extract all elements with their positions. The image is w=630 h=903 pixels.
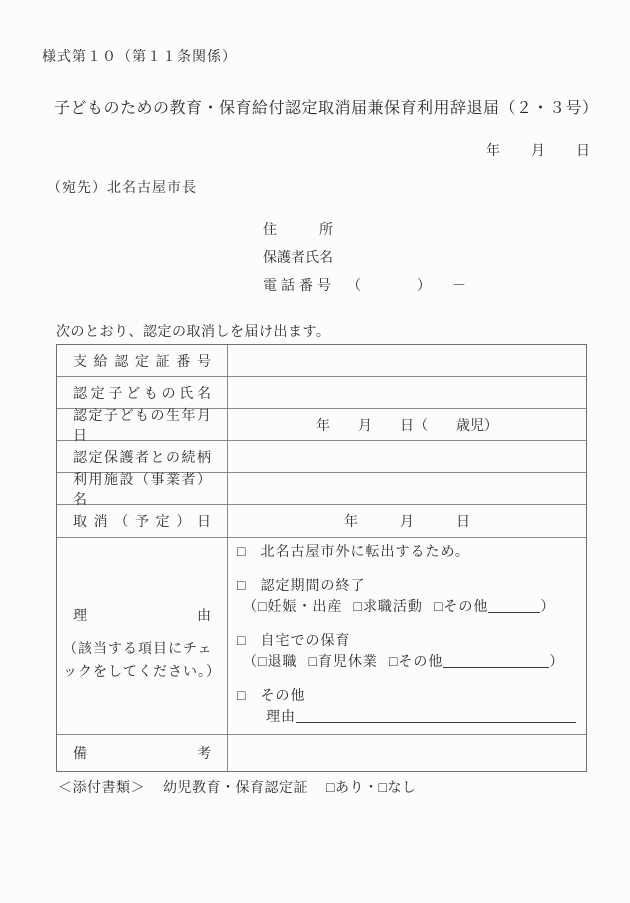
- cancellation-date-label: 取消（予定）日: [73, 515, 211, 530]
- relationship-field[interactable]: [228, 441, 586, 472]
- attachment-yes-label: あり: [334, 781, 364, 796]
- option-home-care: [237, 631, 578, 652]
- row-reason: [57, 538, 586, 735]
- home-other-label: その他: [398, 655, 444, 670]
- other-reason-fill-line[interactable]: [296, 708, 576, 723]
- reason-note: [63, 638, 221, 684]
- cancellation-table: [56, 344, 587, 772]
- form-number: 様式第１０（第１１条関係）: [42, 50, 237, 65]
- child-birthdate-label: 認定子どもの生年月日: [73, 408, 211, 444]
- pregnancy-label: 妊娠・出産: [267, 600, 343, 615]
- cancellation-date-label-cell: [57, 505, 228, 537]
- checkbox-home-other[interactable]: □: [388, 655, 399, 670]
- reason-options-cell: [228, 538, 586, 734]
- attachment-no-label: なし: [387, 781, 417, 796]
- option-other-sub: [266, 707, 578, 728]
- remarks-label-cell: [57, 735, 228, 771]
- checkbox-job-seeking[interactable]: □: [353, 600, 363, 615]
- childcare-leave-label: 育児休業: [317, 655, 378, 670]
- checkbox-home-care[interactable]: □: [237, 634, 247, 649]
- open-paren: （: [243, 600, 258, 615]
- address-row: [263, 221, 466, 249]
- reason-note-line-2: ックをしてください。）: [63, 664, 221, 680]
- checkbox-attachment-yes[interactable]: □: [326, 781, 335, 796]
- option-period-end: [237, 576, 578, 597]
- close-paren: ）: [549, 655, 565, 670]
- home-other-fill-line[interactable]: [443, 653, 549, 668]
- option-moving-out-label: 北名古屋市外に転出するため。: [260, 545, 470, 560]
- submission-date-field[interactable]: 年 月 日: [486, 144, 591, 159]
- checkbox-pregnancy[interactable]: □: [258, 600, 268, 615]
- relationship-label: 認定保護者との続柄: [73, 450, 211, 466]
- period-other-label: その他: [443, 600, 489, 615]
- job-seeking-label: 求職活動: [362, 600, 423, 615]
- child-name-field[interactable]: [228, 377, 586, 408]
- open-paren: （: [243, 655, 258, 670]
- certificate-number-field[interactable]: [228, 345, 586, 376]
- period-other-fill-line[interactable]: [488, 598, 540, 613]
- attachment-document-label: 幼児教育・保育認定証: [163, 781, 308, 796]
- checkbox-other[interactable]: □: [237, 689, 247, 704]
- phone-row: [263, 277, 466, 305]
- checkbox-attachment-no[interactable]: □: [378, 781, 388, 796]
- row-facility-name: [57, 472, 586, 508]
- option-home-care-sub: [243, 652, 578, 673]
- child-birthdate-field[interactable]: 年 月 日（ 歳児）: [316, 418, 498, 434]
- remarks-field[interactable]: [228, 735, 586, 771]
- option-other-label: その他: [260, 689, 306, 704]
- guardian-row: [263, 249, 466, 277]
- option-period-end-label: 認定期間の終了: [260, 579, 366, 594]
- row-child-birthdate: [57, 408, 586, 444]
- facility-name-field[interactable]: [228, 473, 586, 504]
- cancellation-date-field[interactable]: 年 月 日: [344, 515, 470, 530]
- phone-label: 電話番号: [263, 279, 335, 294]
- remarks-label: 備考: [73, 747, 211, 762]
- reason-label-cell: [57, 538, 228, 734]
- checkbox-childcare-leave[interactable]: □: [308, 655, 318, 670]
- guardian-name-label: 保護者氏名: [263, 251, 333, 266]
- reason-label: 理由: [73, 608, 211, 624]
- row-cancellation-date: [57, 505, 586, 538]
- option-home-care-label: 自宅での保育: [260, 634, 351, 649]
- reason-note-line-1: （該当する項目にチェ: [63, 641, 213, 657]
- attachment-prefix: ＜添付書類＞: [58, 781, 145, 796]
- option-moving-out: [237, 542, 578, 563]
- child-name-label: 認定子どもの氏名: [73, 386, 211, 402]
- phone-field[interactable]: （ ） －: [347, 279, 466, 294]
- row-remarks: [57, 735, 586, 771]
- child-name-label-cell: [57, 377, 228, 408]
- checkbox-moving-out[interactable]: □: [237, 545, 247, 560]
- certificate-number-label: 支給認定証番号: [73, 354, 211, 370]
- resignation-label: 退職: [267, 655, 298, 670]
- attachment-separator: ・: [363, 781, 379, 796]
- checkbox-period-end[interactable]: □: [237, 579, 247, 594]
- facility-name-label: 利用施設（事業者）名: [73, 472, 211, 508]
- relationship-label-cell: [57, 441, 228, 472]
- reason-label-block: [57, 605, 227, 684]
- checkbox-resignation[interactable]: □: [258, 655, 268, 670]
- other-reason-label: 理由: [266, 710, 296, 725]
- certificate-number-label-cell: [57, 345, 228, 376]
- applicant-block: [263, 221, 466, 305]
- attachment-note: [58, 777, 416, 797]
- intro-text: 次のとおり、認定の取消しを届け出ます。: [56, 325, 331, 340]
- row-certificate-number: [57, 345, 586, 377]
- close-paren: ）: [540, 600, 556, 615]
- child-birthdate-label-cell: [57, 408, 228, 444]
- addressee: （宛先）北名古屋市長: [47, 181, 197, 196]
- facility-name-label-cell: [57, 472, 228, 508]
- address-label: 住 所: [263, 223, 333, 238]
- option-period-end-sub: [243, 597, 578, 618]
- option-other: [237, 686, 578, 707]
- checkbox-period-other[interactable]: □: [433, 600, 444, 615]
- page-title: 子どものための教育・保育給付認定取消届兼保育利用辞退届（２・３号）: [54, 100, 599, 117]
